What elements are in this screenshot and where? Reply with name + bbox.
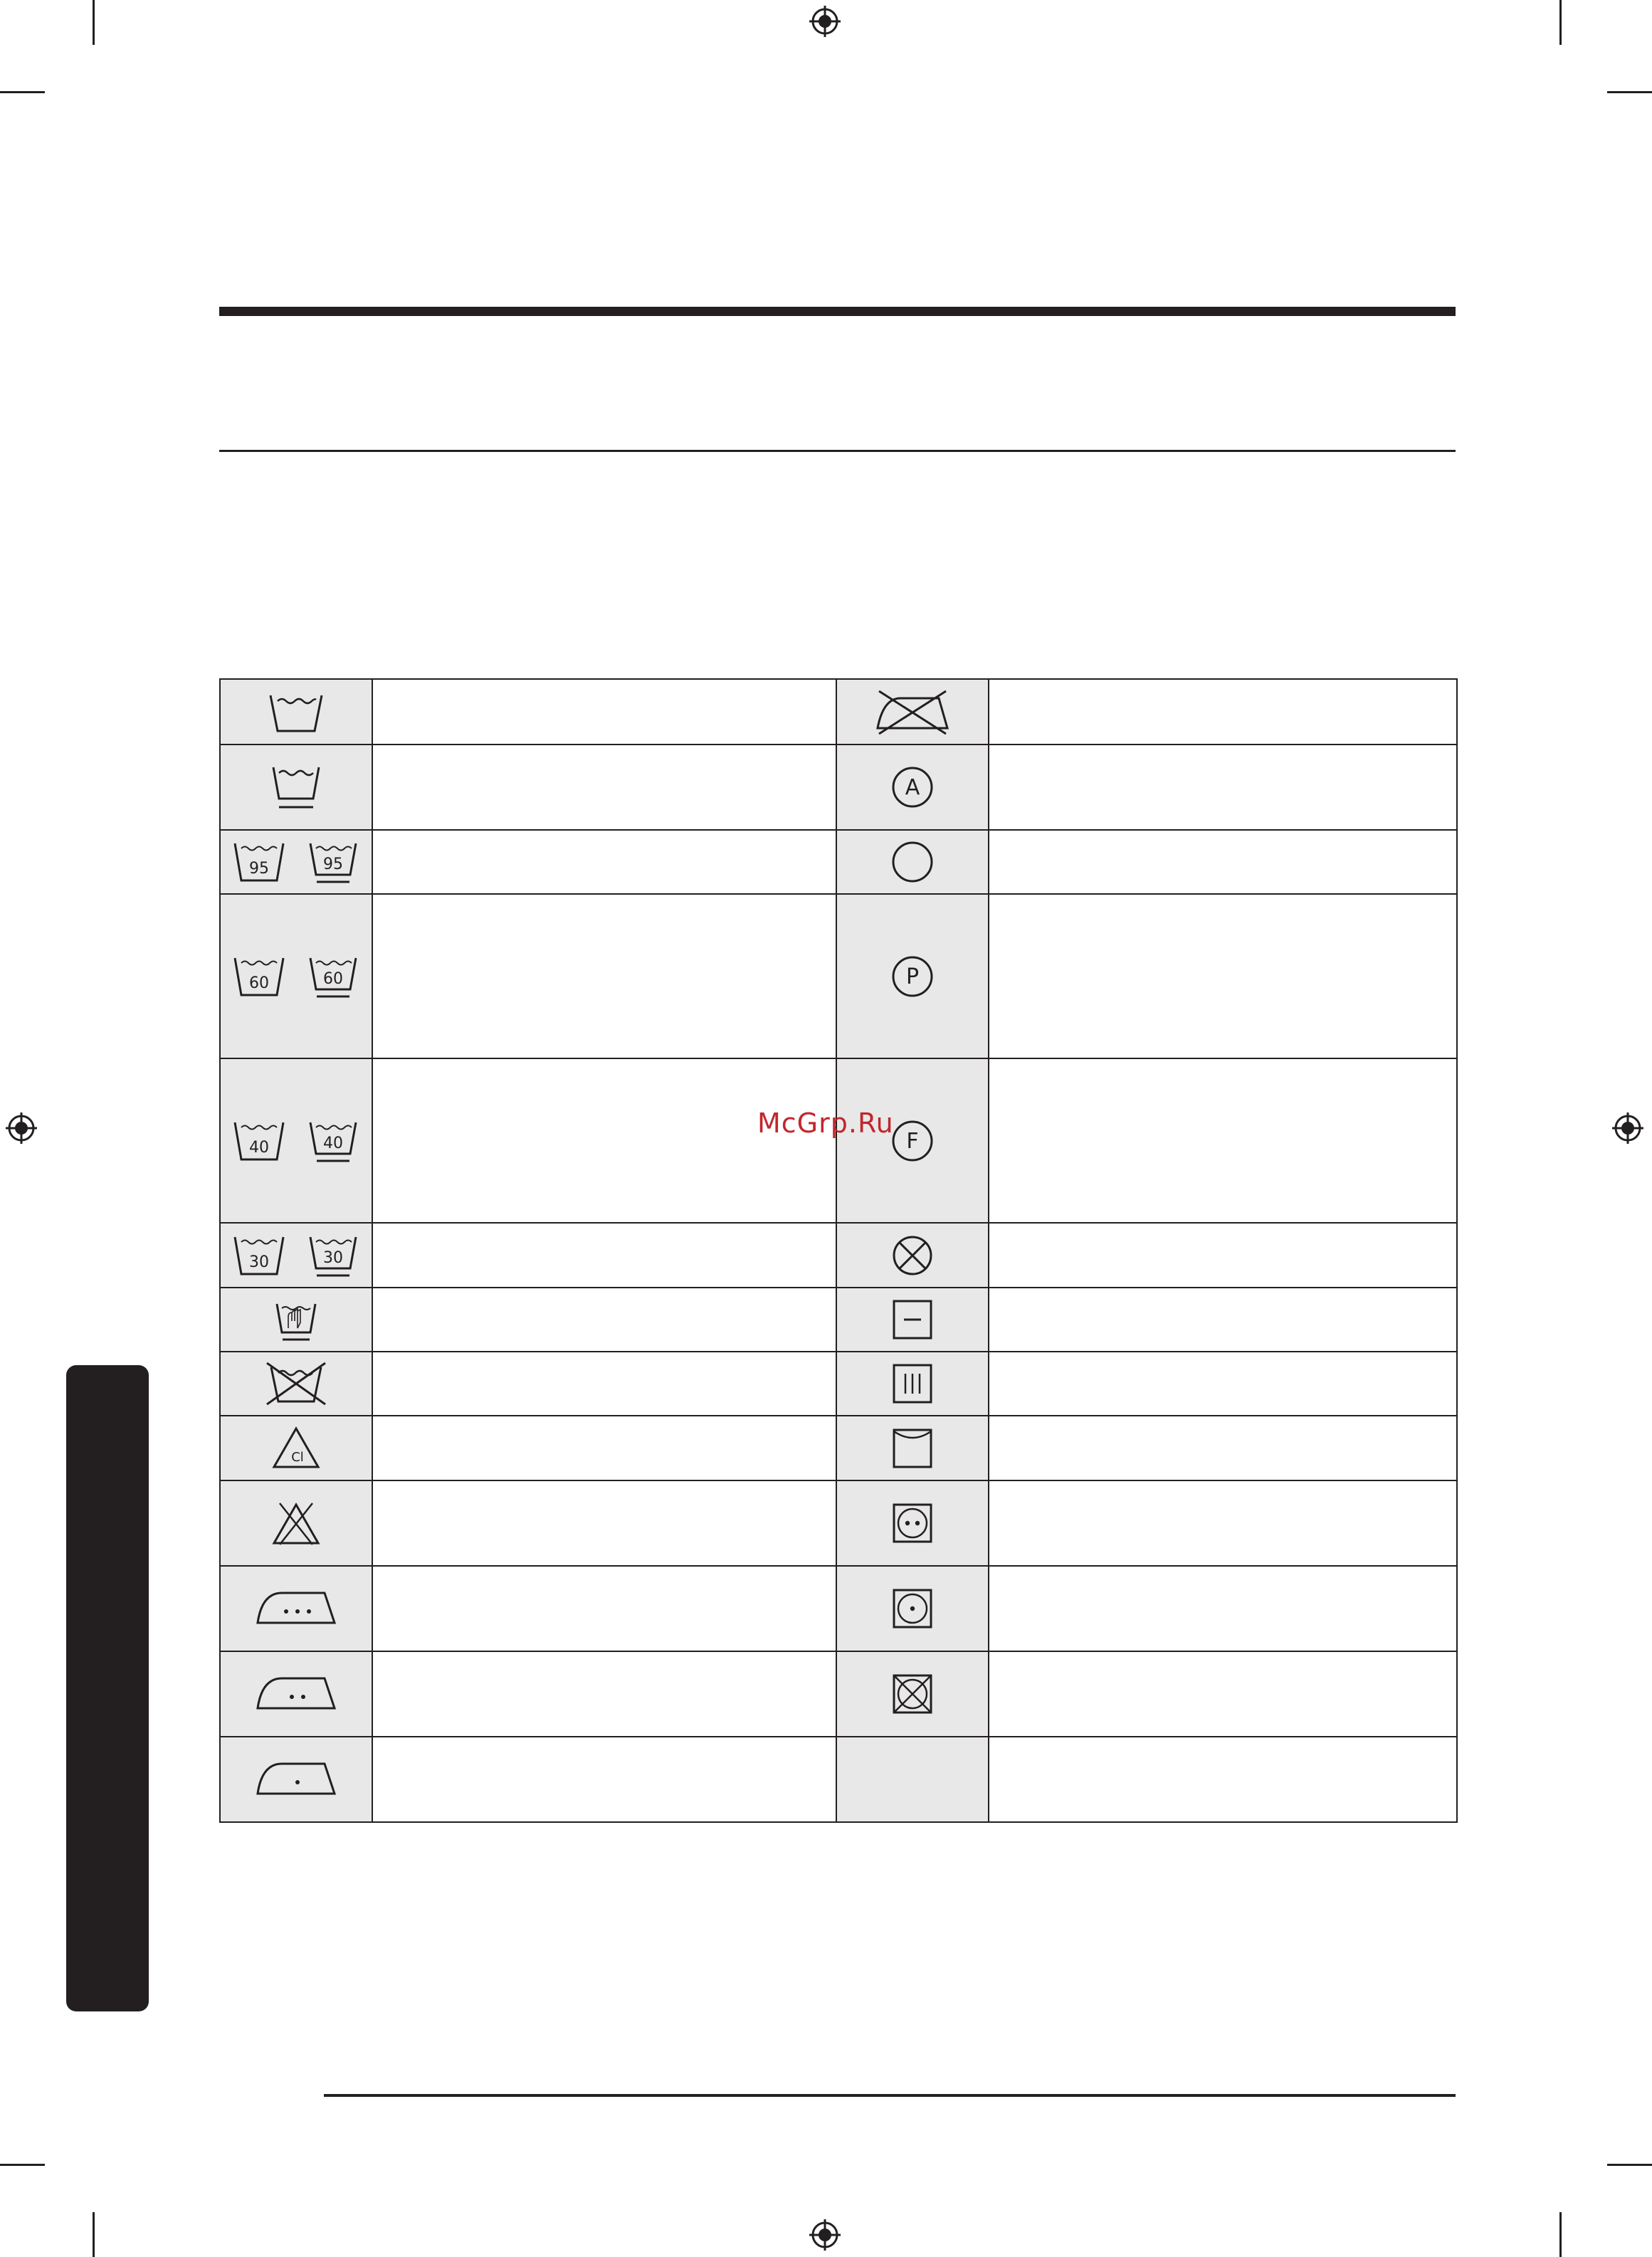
- crop-mark: [1559, 0, 1562, 45]
- wash-tub-underline-icon: [268, 762, 325, 813]
- wash-60-underline-icon: [307, 954, 359, 999]
- svg-text:40: 40: [322, 1134, 343, 1152]
- svg-text:60: 60: [322, 969, 343, 988]
- table-row: [220, 1737, 1457, 1822]
- wash-30-underline-icon: [307, 1233, 359, 1278]
- symbol-cell-empty: [836, 1737, 989, 1822]
- header-rule-thin: [219, 450, 1456, 452]
- bleach-cl-icon: [271, 1426, 321, 1471]
- wash-95-underline-icon: [307, 839, 359, 885]
- table-row: [220, 1058, 1457, 1223]
- table-row: [220, 1352, 1457, 1416]
- table-row: [220, 830, 1457, 894]
- svg-text:40: 40: [249, 1138, 270, 1157]
- table-row: [220, 1288, 1457, 1352]
- wash-tub-icon: [268, 688, 325, 735]
- dry-clean-a-icon: [890, 764, 935, 810]
- svg-text:Cl: Cl: [291, 1449, 304, 1465]
- do-not-bleach-icon: [270, 1500, 322, 1546]
- table-row: [220, 1416, 1457, 1480]
- table-row: [220, 1566, 1457, 1651]
- dry-flat-icon: [890, 1297, 935, 1342]
- registration-mark-icon: [6, 1112, 37, 1144]
- iron-high-icon: [253, 1587, 339, 1630]
- table-row: [220, 1651, 1457, 1737]
- symbol-cell: [836, 679, 989, 745]
- svg-text:60: 60: [249, 974, 270, 992]
- iron-low-icon: [253, 1758, 339, 1801]
- table-row: [220, 1480, 1457, 1566]
- watermark: McGrp.Ru: [757, 1108, 894, 1139]
- do-not-tumble-dry-icon: [890, 1671, 935, 1717]
- registration-mark-icon: [1612, 1112, 1643, 1144]
- do-not-dry-clean-icon: [890, 1233, 935, 1278]
- hand-wash-icon: [273, 1297, 320, 1342]
- dry-clean-circle-icon: [890, 839, 935, 885]
- registration-mark-icon: [809, 6, 841, 37]
- svg-text:F: F: [906, 1128, 919, 1154]
- registration-mark-icon: [809, 2219, 841, 2251]
- dry-clean-f-icon: [890, 1118, 935, 1164]
- care-symbols-table: [219, 678, 1458, 1823]
- svg-text:A: A: [905, 775, 920, 800]
- symbol-cell: [220, 679, 372, 745]
- wash-40-underline-icon: [307, 1118, 359, 1164]
- table-row: [220, 1223, 1457, 1288]
- svg-text:P: P: [905, 964, 920, 989]
- chapter-side-tab: [66, 1365, 149, 2011]
- table-row: [220, 745, 1457, 830]
- crop-mark: [1607, 2164, 1652, 2166]
- footer-rule: [324, 2094, 1456, 2097]
- do-not-iron-icon: [873, 687, 952, 737]
- wash-95-icon: [233, 839, 285, 885]
- table-row: [220, 894, 1457, 1058]
- svg-text:30: 30: [322, 1248, 343, 1267]
- dry-clean-p-icon: [890, 954, 935, 999]
- wash-30-icon: [233, 1233, 285, 1278]
- wash-60-icon: [233, 954, 285, 999]
- crop-mark: [1559, 2212, 1562, 2257]
- crop-mark: [93, 0, 95, 45]
- crop-mark: [0, 2164, 45, 2166]
- wash-40-icon: [233, 1118, 285, 1164]
- do-not-wash-icon: [264, 1360, 328, 1407]
- crop-mark: [93, 2212, 95, 2257]
- crop-mark: [1607, 91, 1652, 93]
- tumble-dry-normal-icon: [890, 1500, 935, 1546]
- line-dry-icon: [890, 1426, 935, 1471]
- iron-medium-icon: [253, 1673, 339, 1715]
- tumble-dry-low-icon: [890, 1586, 935, 1631]
- crop-mark: [0, 91, 45, 93]
- header-rule-thick: [219, 307, 1456, 316]
- drip-dry-icon: [890, 1361, 935, 1406]
- description-cell: [989, 679, 1457, 745]
- svg-text:95: 95: [322, 856, 343, 873]
- table-row: [220, 679, 1457, 745]
- svg-text:30: 30: [249, 1253, 270, 1271]
- description-cell: [372, 679, 836, 745]
- svg-text:95: 95: [249, 860, 270, 878]
